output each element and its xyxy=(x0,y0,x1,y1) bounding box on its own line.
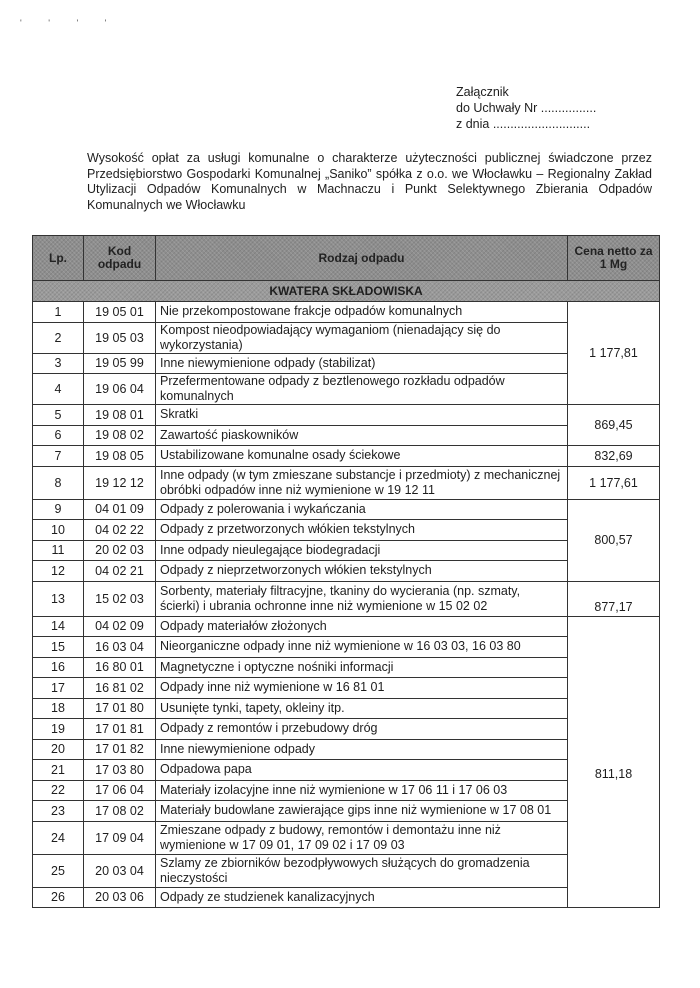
table-row xyxy=(33,302,660,323)
row-code: 19 05 99 xyxy=(84,353,156,374)
row-code: 17 01 82 xyxy=(84,739,156,760)
row-price: 800,57 xyxy=(568,499,660,581)
row-code: 15 02 03 xyxy=(84,581,156,616)
row-lp: 24 xyxy=(33,821,84,854)
table-row xyxy=(33,678,660,699)
row-code: 20 03 04 xyxy=(84,854,156,887)
annex-date: z dnia ............................ xyxy=(456,117,591,131)
table-row xyxy=(33,854,660,887)
row-code: 19 08 05 xyxy=(84,446,156,467)
table-row xyxy=(33,821,660,854)
table-row xyxy=(33,561,660,582)
row-code: 17 06 04 xyxy=(84,780,156,801)
header-code: Kod odpadu xyxy=(84,236,156,281)
row-code: 19 05 03 xyxy=(84,322,156,353)
row-desc: Odpadowa papa xyxy=(156,760,568,781)
table-row xyxy=(33,425,660,446)
row-desc: Magnetyczne i optyczne nośniki informacji xyxy=(156,657,568,678)
row-lp: 23 xyxy=(33,801,84,822)
section-row xyxy=(33,281,660,302)
row-price: 869,45 xyxy=(568,405,660,446)
row-desc: Odpady z remontów i przebudowy dróg xyxy=(156,719,568,740)
row-desc: Nieorganiczne odpady inne niż wymienione w 16 03 03, 16 03 80 xyxy=(156,637,568,658)
row-code: 19 05 01 xyxy=(84,302,156,323)
row-lp: 25 xyxy=(33,854,84,887)
annex-resolution: do Uchwały Nr ................ xyxy=(456,101,597,115)
row-lp: 15 xyxy=(33,637,84,658)
row-code: 20 02 03 xyxy=(84,540,156,561)
header-lp: Lp. xyxy=(33,236,84,281)
row-desc: Materiały budowlane zawierające gips inne niż wymienione w 17 08 01 xyxy=(156,801,568,822)
row-lp: 20 xyxy=(33,739,84,760)
row-desc: Inne odpady nieulegające biodegradacji xyxy=(156,540,568,561)
row-desc: Skratki xyxy=(156,405,568,426)
fees-table xyxy=(32,235,660,908)
row-code: 04 02 21 xyxy=(84,561,156,582)
table-row xyxy=(33,719,660,740)
row-code: 20 03 06 xyxy=(84,887,156,908)
row-lp: 8 xyxy=(33,466,84,499)
row-lp: 4 xyxy=(33,374,84,405)
row-desc: Ustabilizowane komunalne osady ściekowe xyxy=(156,446,568,467)
row-lp: 22 xyxy=(33,780,84,801)
row-desc: Nie przekompostowane frakcje odpadów komunalnych xyxy=(156,302,568,323)
row-lp: 5 xyxy=(33,405,84,426)
row-code: 17 03 80 xyxy=(84,760,156,781)
header-type: Rodzaj odpadu xyxy=(156,236,568,281)
table-row xyxy=(33,405,660,426)
row-lp: 12 xyxy=(33,561,84,582)
row-desc: Szlamy ze zbiorników bezodpływowych służących do gromadzenia nieczystości xyxy=(156,854,568,887)
row-lp: 14 xyxy=(33,616,84,637)
table-header-row xyxy=(33,236,660,281)
row-desc: Odpady z nieprzetworzonych włókien tekstylnych xyxy=(156,561,568,582)
row-desc: Kompost nieodpowiadający wymaganiom (nienadający się do wykorzystania) xyxy=(156,322,568,353)
row-price: 811,18 xyxy=(568,616,660,908)
row-code: 19 06 04 xyxy=(84,374,156,405)
row-code: 19 08 02 xyxy=(84,425,156,446)
table-row xyxy=(33,780,660,801)
row-lp: 6 xyxy=(33,425,84,446)
row-price: 832,69 xyxy=(568,446,660,467)
table-row xyxy=(33,499,660,520)
table-row xyxy=(33,637,660,658)
table-row xyxy=(33,801,660,822)
row-code: 16 80 01 xyxy=(84,657,156,678)
table-row xyxy=(33,739,660,760)
annex-header xyxy=(456,84,596,132)
row-code: 04 02 22 xyxy=(84,520,156,541)
row-lp: 7 xyxy=(33,446,84,467)
row-lp: 2 xyxy=(33,322,84,353)
row-desc: Odpady inne niż wymienione w 16 81 01 xyxy=(156,678,568,699)
row-desc: Odpady z polerowania i wykańczania xyxy=(156,499,568,520)
row-code: 04 02 09 xyxy=(84,616,156,637)
header-price: Cena netto za 1 Mg xyxy=(568,236,660,281)
row-desc: Inne niewymienione odpady (stabilizat) xyxy=(156,353,568,374)
table-row xyxy=(33,446,660,467)
row-desc: Zawartość piaskowników xyxy=(156,425,568,446)
row-code: 16 81 02 xyxy=(84,678,156,699)
row-desc: Odpady ze studzienek kanalizacyjnych xyxy=(156,887,568,908)
table-row xyxy=(33,540,660,561)
row-lp: 1 xyxy=(33,302,84,323)
table-row xyxy=(33,353,660,374)
table-row xyxy=(33,616,660,637)
row-desc: Odpady materiałów złożonych xyxy=(156,616,568,637)
row-code: 04 01 09 xyxy=(84,499,156,520)
row-lp: 3 xyxy=(33,353,84,374)
row-lp: 26 xyxy=(33,887,84,908)
row-code: 19 08 01 xyxy=(84,405,156,426)
row-code: 16 03 04 xyxy=(84,637,156,658)
row-desc: Odpady z przetworzonych włókien tekstylnych xyxy=(156,520,568,541)
row-price: 877,17 xyxy=(568,581,660,616)
row-code: 17 09 04 xyxy=(84,821,156,854)
row-lp: 16 xyxy=(33,657,84,678)
table-row xyxy=(33,887,660,908)
table-row xyxy=(33,520,660,541)
table-row xyxy=(33,374,660,405)
row-lp: 11 xyxy=(33,540,84,561)
row-lp: 18 xyxy=(33,698,84,719)
row-desc: Inne niewymienione odpady xyxy=(156,739,568,760)
row-lp: 9 xyxy=(33,499,84,520)
intro-paragraph: Wysokość opłat za usługi komunalne o charakterze użyteczności publicznej świadczone przez Przedsiębiorstwo Gospodarki Komunalnej „Saniko” spółka z o.o. we Włocławku – Regionalny Zakład Utylizacji Odpadów Komunalnych w Machnaczu i Punkt Selektywnego Zbierania Odpadów Komunalnych we Włocławku xyxy=(87,151,652,212)
row-lp: 13 xyxy=(33,581,84,616)
row-lp: 21 xyxy=(33,760,84,781)
table-row xyxy=(33,698,660,719)
row-desc: Przefermentowane odpady z beztlenowego rozkładu odpadów komunalnych xyxy=(156,374,568,405)
row-price: 1 177,81 xyxy=(568,302,660,405)
row-code: 17 01 81 xyxy=(84,719,156,740)
row-lp: 19 xyxy=(33,719,84,740)
table-row xyxy=(33,760,660,781)
row-code: 17 01 80 xyxy=(84,698,156,719)
table-row xyxy=(33,466,660,499)
annex-title: Załącznik xyxy=(456,85,509,99)
row-code: 19 12 12 xyxy=(84,466,156,499)
table-row xyxy=(33,581,660,616)
table-row xyxy=(33,657,660,678)
row-lp: 10 xyxy=(33,520,84,541)
row-desc: Sorbenty, materiały filtracyjne, tkaniny do wycierania (np. szmaty, ścierki) i ubrania ochronne inne niż wymienione w 15 02 02 xyxy=(156,581,568,616)
row-desc: Inne odpady (w tym zmieszane substancje i przedmioty) z mechanicznej obróbki odpadów inne niż wymienione w 19 12 11 xyxy=(156,466,568,499)
scan-artifacts: ' ' ' ' xyxy=(20,18,119,28)
row-desc: Materiały izolacyjne inne niż wymienione w 17 06 11 i 17 06 03 xyxy=(156,780,568,801)
row-desc: Usunięte tynki, tapety, okleiny itp. xyxy=(156,698,568,719)
section-title: KWATERA SKŁADOWISKA xyxy=(33,281,660,302)
table-row xyxy=(33,322,660,353)
row-code: 17 08 02 xyxy=(84,801,156,822)
row-desc: Zmieszane odpady z budowy, remontów i demontażu inne niż wymienione w 17 09 01, 17 09 02 i 17 09 03 xyxy=(156,821,568,854)
row-lp: 17 xyxy=(33,678,84,699)
row-price: 1 177,61 xyxy=(568,466,660,499)
